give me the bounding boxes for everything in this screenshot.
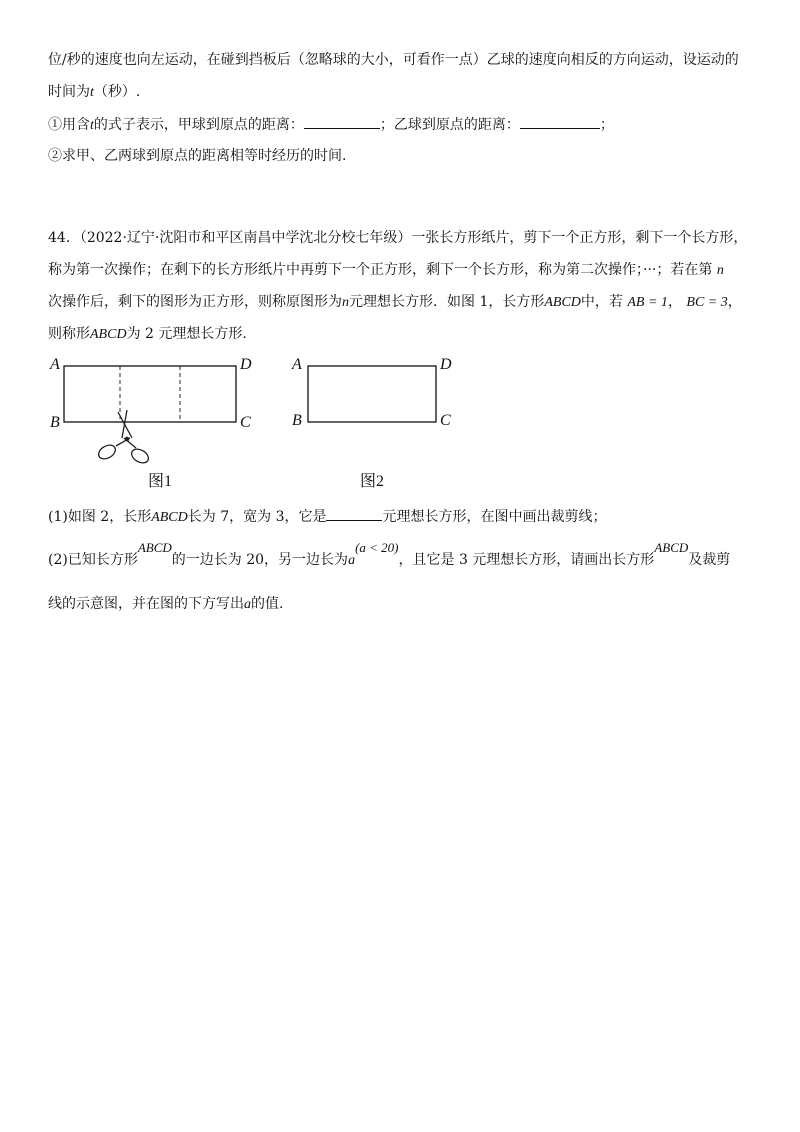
q44-line3-text-c: 中，若 [580,294,623,310]
scissors-icon [96,410,151,466]
part1-text-c: 元理想长方形，在图中画出裁剪线； [382,509,607,525]
fig2-caption: 图2 [360,473,385,490]
fig2-label-b: B [292,412,302,429]
q44-line1 [48,228,747,248]
fig1-label-a: A [50,356,60,373]
q43-line3-text-c: ；乙球到原点的距离： [379,117,520,133]
q43-line1-text: 位/秒的速度也向左运动，在碰到挡板后（忽略球的大小，可看作一点）乙球的速度向相反的方向运动，设运动的 [48,52,739,68]
fig2-label-d: D [440,356,452,373]
figure-2 [288,350,468,500]
q44-line3-text-a: 次操作后，剩下的图形为正方形，则称原图形为 [48,294,342,310]
rectangle-abcd [64,366,236,422]
part2-text-d: 及裁剪 [688,552,731,568]
part1-text-a: (1)如图 2，长形 [48,509,152,525]
q44-line3 [48,292,742,313]
fig1-label-c: C [240,414,251,431]
part2-text-e: 线的示意图，并在图的下方写出 [48,596,244,612]
q44-line1-text: 44．（2022·辽宁·沈阳市和平区南昌中学沈北分校七年级）一张长方形纸片，剪下一个正方形，剩下一个长方形， [48,230,748,246]
q43-line3-text-a: ①用含 [48,117,90,133]
condition-a-lt-20: (a < 20) [355,540,399,555]
q44-part1 [48,506,606,528]
q44-part2-line2 [48,594,283,615]
part1-text-b: 长为 7，宽为 3，它是 [187,509,327,525]
var-abcd-raised: ABCD [654,540,689,555]
part2-text-a: (2)已知长方形 [48,552,138,568]
var-t: t [90,85,94,100]
rectangle-abcd-2 [308,366,436,422]
q44-line4 [48,324,247,345]
q44-line3-text-b: 元理想长方形．如图 1，长方形 [349,294,545,310]
q43-line2 [48,82,140,103]
q44-line2 [48,260,724,281]
eq-bc: BC = 3 [686,295,728,310]
q43-line3 [48,114,614,136]
var-a: a [244,597,251,612]
q43-line4-text: ②求甲、乙两球到原点的距离相等时经历的时间. [48,148,347,164]
var-abcd: ABCD [544,295,581,310]
answer-blank-part1[interactable] [326,506,382,521]
var-a: a [348,553,356,568]
q44-part2 [48,540,731,571]
var-t: t [90,118,94,133]
var-abcd-raised: ABCD [137,540,172,555]
q43-line3-text-b: 的式子表示，甲球到原点的距离： [93,117,304,133]
q44-line4-text-b: 为 2 元理想长方形. [126,326,247,342]
fig1-label-b: B [50,414,60,431]
fig1-caption: 图1 [148,473,173,490]
var-n: n [716,263,724,278]
q43-line4 [48,146,346,166]
part2-text-c: ，且它是 3 元理想长方形，请画出长方形 [398,552,655,568]
q43-line2-text-b: （秒）. [93,84,141,100]
eq-ab: AB = 1 [627,295,668,310]
q43-line2-text-a: 时间为 [48,84,90,100]
var-abcd: ABCD [90,327,127,342]
q43-line1 [48,50,739,70]
q44-line2-text: 称为第一次操作；在剩下的长方形纸片中再剪下一个正方形，剩下一个长方形，称为第二次操作；···；若在第 [48,262,713,278]
var-n: n [342,295,349,310]
part2-text-b: 的一边长为 20，另一边长为 [171,552,349,568]
figure-1 [44,350,274,500]
q44-line3-text-d: ， [727,294,742,310]
var-abcd: ABCD [151,510,188,525]
comma: ， [667,294,682,310]
fig2-label-a: A [292,356,302,373]
answer-blank-yi[interactable] [520,114,600,129]
answer-blank-jia[interactable] [304,114,380,129]
part2-text-f: 的值. [251,596,284,612]
fig1-label-d: D [240,356,252,373]
fig2-label-c: C [440,412,451,429]
q43-line3-text-d: ； [599,117,614,133]
q44-line4-text-a: 则称形 [48,326,90,342]
